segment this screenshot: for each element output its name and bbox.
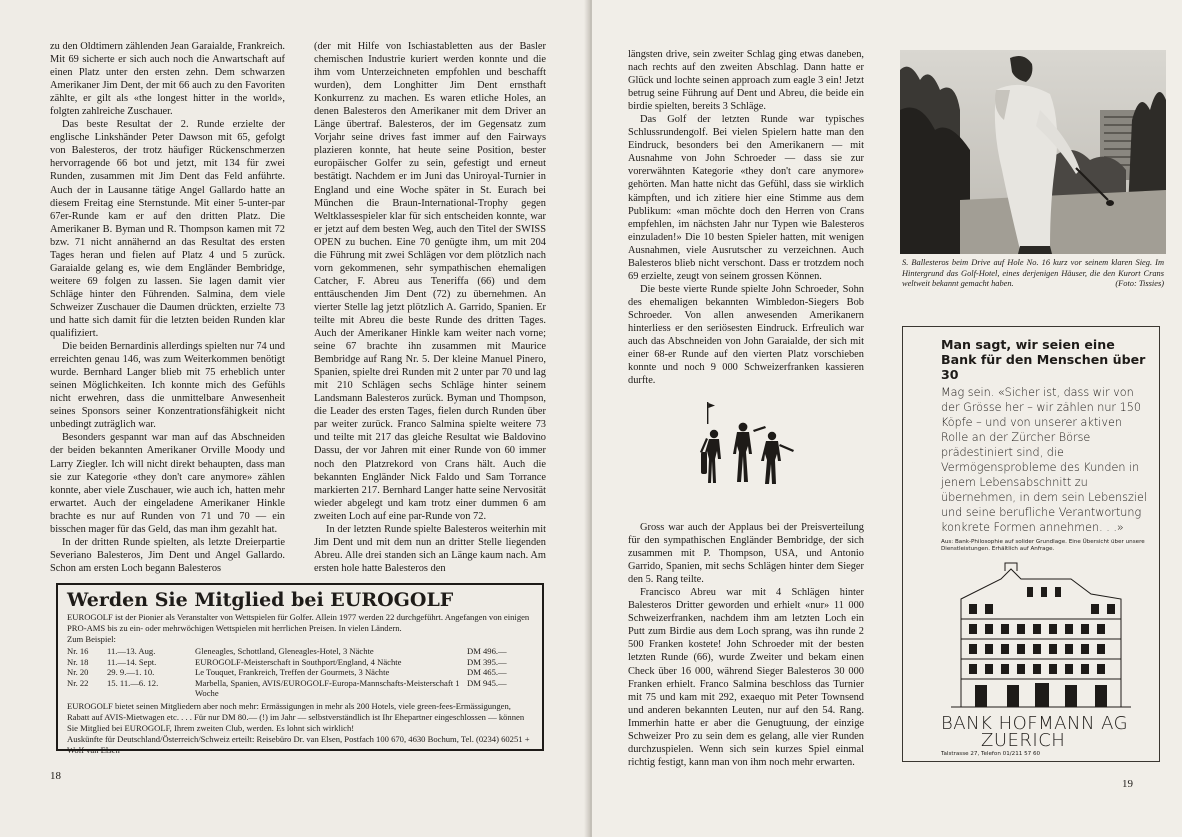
- table-cell: DM 496.—: [467, 646, 507, 656]
- table-cell: Gleneagles, Schottland, Gleneagles-Hotel, 3 Nächte: [195, 646, 374, 656]
- paragraph: (der mit Hilfe von Ischiastabletten aus der Basler chemischen Industrie kuriert werden konnte und die ihm vom Unterzeichneten empfohlen und beschafft wurden), dem Longhitter Jim Dent ernsthaft Konkurrenz zu machen. Es waren etliche Holes, an denen Balesteros den Amerikaner mit dem Driver an Länge übertraf. Balesteros, der im Gegensatz zum Vorjahr seine drives fast immer auf den Fairways plazieren konnte, hat heute seine Position, bester europäischer Golfer zu sein, gefestigt und erneut bestätigt. Nachdem er im Juni das Uniroyal-Turnier in England und eine Woche später in St. Eurach bei München die Braun-International-Trophy gegen Weltklassespieler klar für sich entscheiden konnte, war er jetzt auf dem besten Weg, auch den Titel der SWISS OPEN zu buchen. Eine 70 genügte ihm, um mit 204 die Führung mit zwei Schlägen vor dem plötzlich nach vorn gekommenen, sehr sympathischen ehemaligen Catcher, F. Abreu aus Teneriffa (66) und dem enttäuschenden Jim Dent (72) zu übernehmen. An vierter Stelle lag jetzt plötzlich A. Garrido, Spanien. Er teilte mit Abreu die beste Runde des dritten Tages. Auch der Amerikaner Hinkle kam weiter nach vorne; seine 67 brachte ihn zusammen mit Maurice Bembridge auf Rang Nr. 5. Der kleine Manuel Pinero, Spanien, spielte drei Runden mit 2 unter par 70 und lag mit 210 Schlägen sechs Schläge hinter seinem Landsmann Balesteros zurück. Byman und Thompson, die Leader des ersten Tages, fielen durch Runden über par weiter zurück. Franco Salmina spielte weitere 73 und teilte mit 217 das gleiche Resultat wie Baldovino Dassu, der vor Jahren mit einer Runde von 60 immer noch den Platzrekord von Crans hält. Auch die bekannten Engländer Nick Faldo und Sam Torrance markierten 217. Bernhard Langer hatte seine Nervosität wieder abgelegt und kam trotz einer dummen 6 am zweiten Loch auf eine par-Runde von 72.: [314, 41, 546, 522]
- bank-ad-headline: Man sagt, wir seien eine Bank für den Menschen über 30: [941, 337, 1146, 382]
- tournament-table: [67, 646, 513, 699]
- table-cell: Le Touquet, Frankreich, Treffen der Gourmets, 3 Nächte: [195, 667, 390, 678]
- table-row: [67, 678, 513, 699]
- table-cell: Marbella, Spanien, AVIS/EUROGOLF-Europa-Mannschafts-Meisterschaft 1 Woche: [195, 677, 460, 699]
- eurogolf-advertisement: [56, 583, 544, 755]
- table-cell: Nr. 16: [67, 646, 89, 656]
- table-row: [67, 646, 513, 657]
- right-column-1: [628, 48, 864, 387]
- photo-credit: (Foto: Tissies): [1115, 279, 1164, 289]
- ad-intro: EUROGOLF ist der Pionier als Veranstalter von Wettspielen für Golfer. Allein 1977 werden 22 durchgeführt. Angefangen von einigen PRO-AMS bis zu ein- oder mehrwöchigen Wettspielen mit herrlichen Preisen. In vielen Ländern.: [67, 612, 530, 633]
- caption-text: S. Ballesteros beim Drive auf Hole No. 16 kurz vor seinem klaren Sieg. Im Hintergrund das Golf-Hotel, eines derjenigen Häuser, die den Kurort Crans weltweit bekannt gemacht haben.: [902, 258, 1164, 289]
- table-cell: 15. 11.—6. 12.: [107, 677, 159, 688]
- table-cell: 29. 9.—1. 10.: [107, 667, 155, 678]
- paragraph: Das Golf der letzten Runde war typisches Schlussrundengolf. Bei vielen Spielern hatte man den Eindruck, besonders bei den Amerikanern — mit Ausnahme von John Schroeder — dass sie zur vorerwähnten Kategorie «they don't care anymore» gehörten. Man hatte nicht das Gefühl, dass sie wirklich kämpften, und ich zitiere hier eine Stimme aus dem Publikum: «man möchte doch den Herren von Crans empfehlen, im nächsten Jahr nur Typen wie Balesteros einzuladen!» Die 10 besten Spieler hatten, mit wenigen Ausnahmen, viele Ausrutscher zu verzeichnen. Auch Balesteros blieb nicht verschont. Dass er trotzdem noch 69 erzielte, zeugt von seinem grossen Können.: [628, 114, 864, 282]
- photo-caption: [902, 258, 1164, 290]
- page-number: 18: [50, 770, 61, 782]
- paragraph: zu den Oldtimern zählenden Jean Garaialde, Frankreich. Mit 69 sicherte er sich auch noch die Anwartschaft auf einen Platz unter den ersten zehn. Dem schwarzen Amerikaner Jim Dent, der mit 66 auch zu den Favoriten zählte, er gilt als «the longest hitter in the world», folgten zahlreiche Zuschauer.: [50, 41, 285, 118]
- table-cell: 11.—14. Sept.: [107, 656, 157, 667]
- paragraph: Besonders gespannt war man auf das Abschneiden der beiden bekannten Amerikaner Orville Moody und Larry Ziegler. Ich will nicht direkt behaupten, dass man sie zur Kategorie «they don't care anymore» zählen konnte, aber viele Zuschauer, wie auch ich, hatten mehr erwartet. Auch der eingeladene Amerikaner Hinkle brachte es nur auf Runden von 71 und 70 — ein bisschen mager für das Geld, das man ihm gezahlt hat.: [50, 432, 285, 535]
- golfers-illustration: [698, 400, 798, 496]
- left-column-2: [314, 40, 546, 575]
- paragraph: Gross war auch der Applaus bei der Preisverteilung für den sympathischen Engländer Bembridge, der sich zusammen mit P. Thompson, USA, und Antonio Garrido, Spanien, mit sechs Schlägen hinter dem Sieger den 5. Rang teilte.: [628, 522, 864, 586]
- paragraph: Die beiden Bernardinis allerdings spielten nur 74 und erreichten genau 146, was zum Weiterkommen benötigt wurde. Bernhard Langer blieb mit 75 erheblich unter seinen Möglichkeiten. Ich konnte mich des Gefühls nicht erwehren, dass die unmittelbare Anwesenheit seines Sponsors seiner Konzentrationsfähigkeit nicht unbedingt zuträglich war.: [50, 341, 285, 431]
- bank-ad-small-print: Aus: Bank-Philosophie auf solider Grundlage. Eine Übersicht über unsere Dienstleistungen. Erhältlich auf Anfrage.: [941, 539, 1145, 552]
- table-row: [67, 657, 513, 668]
- table-cell: Nr. 20: [67, 667, 89, 678]
- paragraph: In der letzten Runde spielte Balesteros weiterhin mit Jim Dent und mit dem nun an dritter Stelle liegenden Abreu. Alle drei standen sich an Länge kaum nach. Am ersten hole hatte Balesteros den: [314, 523, 546, 574]
- table-cell: Nr. 18: [67, 656, 89, 667]
- bank-building-icon: [941, 559, 1141, 709]
- left-column-1: [50, 40, 285, 575]
- table-cell: 11.—13. Aug.: [107, 646, 156, 656]
- paragraph: Francisco Abreu war mit 4 Schlägen hinter Balesteros Dritter geworden und erhielt «nur» 11 000 Schweizerfranken, nachdem ihm am letzten Loch ein Putt zum Birdie aus dem Loch sprang, was ihn runde 2 500 Franken kostete! John Schroeder mit der besten letzten Runde (66), wurde Zweiter und bekam einen Check über 16 000, während Sieger Balesteros 30 000 Franken erhielt. Franco Salmina beschloss das Turnier mit 75 und kam mit 292, exaequo mit Peter Townsend und anderen bekannten Leuten, nur auf den 54. Rang. Immerhin hatte er aber die Genugtuung, der einzige Schweizer Pro zu sein dem es gelang, alle vier Runden durchzuspielen. Wenn sich sein kurzes Spiel einmal richtig festigt, kann man von ihm noch mehr erwarten.: [628, 587, 864, 768]
- bank-address: Talstrasse 27, Telefon 01/211 57 60: [941, 751, 1041, 757]
- ad-example-label: Zum Beispiel:: [67, 634, 116, 644]
- right-column-1-continued: [628, 521, 864, 769]
- bank-brand-name: BANK HOFMANN AG: [941, 713, 1129, 734]
- table-row: [67, 667, 513, 678]
- left-page: [0, 0, 590, 837]
- paragraph: Das beste Resultat der 2. Runde erzielte der englische Linkshänder Peter Dawson mit 65, gefolgt von Balesteros, der trotz häufiger Rückenschmerzen hervorragende 66 bot und jetzt, mit 134 für zwei Runden, zusammen mit Jim Dent das Feld anführte. Auch der in Lausanne tätige Angel Gallardo hatte an diesem Freitag eine Sternstunde. Mit einer 5-unter-par 67er-Runde kam er auf den dritten Platz. Die Amerikaner B. Byman und R. Thompson kamen mit 72 bzw. 71 nicht annähernd an das Resultat des ersten Tages heran und fielen auf Platz 4 und 5 zurück. Garaialde gelang es, wie dem Engländer Bembridge, weitere 69 folgen zu lassen. Sie lagen damit vier Schläge hinter den Führenden. Salmina, dem viele Schweizer Zuschauer die Daumen drückten, erzielte 73 und hatte sich damit für die letzten beiden Runden klar qualifiziert.: [50, 119, 285, 340]
- bank-hofmann-advertisement: [902, 326, 1160, 762]
- table-cell: DM 945.—: [467, 677, 507, 688]
- bank-brand-city: ZUERICH: [981, 730, 1066, 751]
- ad-contact: Auskünfte für Deutschland/Österreich/Schweiz erteilt: Reisebüro Dr. van Elsen, Postfach 100 670, 4630 Bochum, Tel. (0234) 60251 + Wolf van Elsen: [67, 733, 530, 755]
- table-cell: Nr. 22: [67, 677, 89, 688]
- ad-benefits: EUROGOLF bietet seinen Mitgliedern aber noch mehr: Ermässigungen in mehr als 200 Hotels, viele green-fees-Ermässigungen, Rabatt auf AVIS-Mietwagen etc. . . . Für nur DM 80.— (!) im Jahr — selbstverständlich ist Ihr Ehepartner eingeschlossen — können Sie Mitglied bei EUROGOLF, Ihrem zweiten Club, werden. Es lohnt sich wirklich!: [67, 700, 525, 733]
- table-cell: DM 465.—: [467, 667, 507, 678]
- table-cell: DM 395.—: [467, 656, 507, 667]
- paragraph: In der dritten Runde spielten, als letzte Dreierpartie Severiano Balesteros, Jim Dent und Angel Gallardo. Schon am ersten Loch begann Balesteros: [50, 536, 285, 574]
- page-number: 19: [1122, 778, 1133, 790]
- ad-headline: Werden Sie Mitglied bei EUROGOLF: [67, 589, 454, 611]
- bank-ad-body: Mag sein. «Sicher ist, dass wir von der Grösse her – wir zählen nur 150 Köpfe – und von unserer aktiven Rolle an der Zürcher Börse prädestiniert sind, die Vermögensprobleme des Kunden in jenem Lebensabschnitt zu übernehmen, in dem sein Lebensziel und seine berufliche Verantwortung konkrete Formen annehmen. . .»: [941, 386, 1147, 534]
- golfer-photo: [900, 50, 1166, 254]
- table-cell: EUROGOLF-Meisterschaft in Southport/England, 4 Nächte: [195, 656, 402, 667]
- paragraph: Die beste vierte Runde spielte John Schroeder, Sohn des ehemaligen bekannten Wimbledon-Siegers Bob Schroeder. Von allen anwesenden Amerikanern hinterliess er den seriösesten Eindruck. Erfreulich war auch das Abschneiden von John Garaialde, der sich mit einer 68-er Runde auf den vierten Platz vorschieben konnte und noch 9 000 Schweizerfranken kassieren durfte.: [628, 283, 864, 387]
- paragraph: längsten drive, sein zweiter Schlag ging etwas daneben, nach rechts auf den zweiten Abschlag. Dann hatte er Glück und lochte seinen approach zum eagle 3 ein! Jetzt betrug seine Führung auf Dent und Abreu, die beide ein birdie spielten, bereits 3 Schläge.: [628, 49, 864, 113]
